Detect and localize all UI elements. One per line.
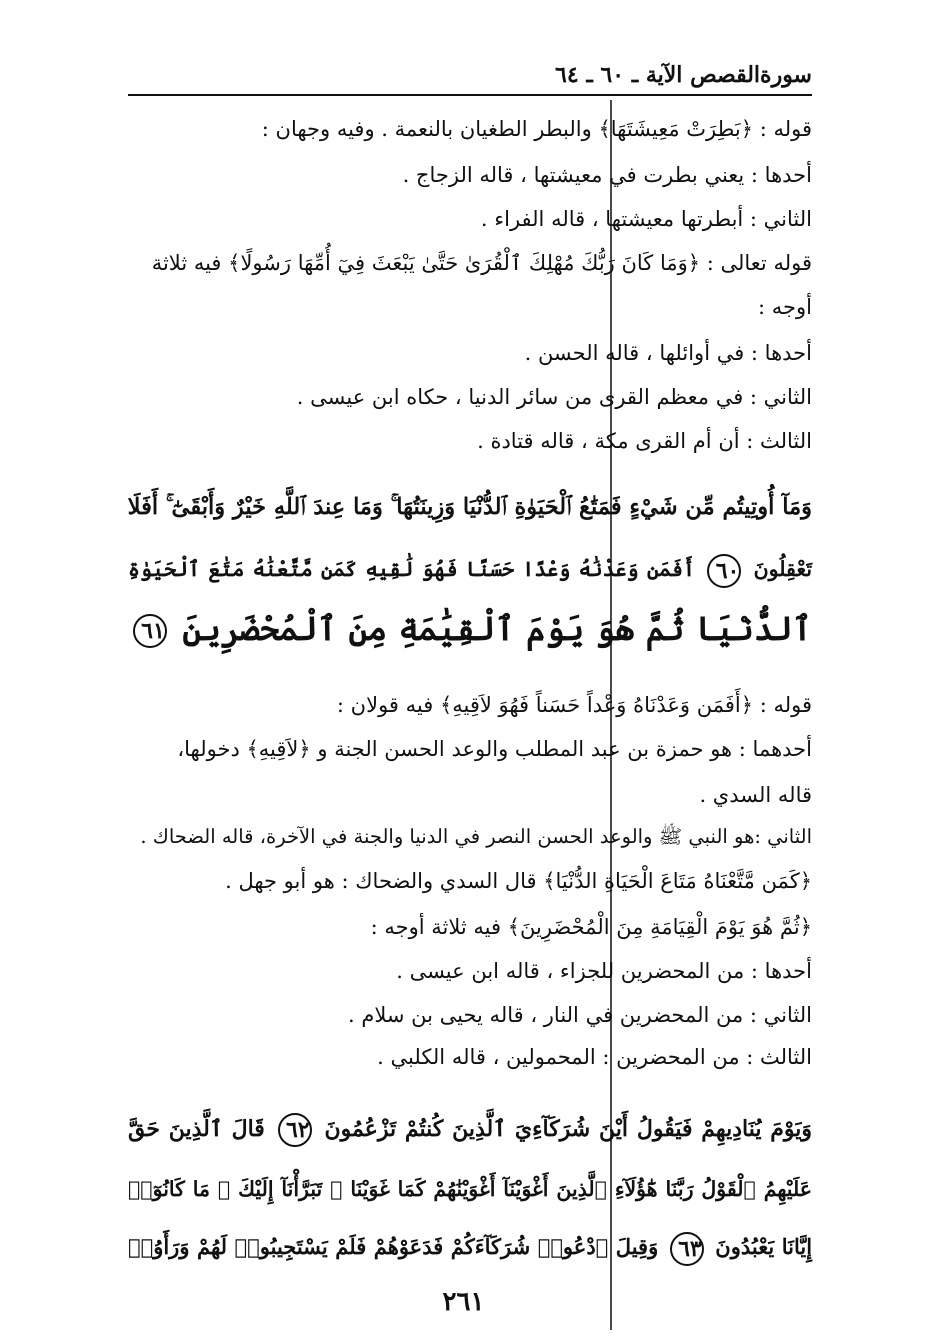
commentary-line: قوله : ﴿بَطِرَتْ مَعِيشَتَهَا﴾ والبطر الطغيان بالنعمة . وفيه وجهان : bbox=[261, 117, 812, 141]
quran-verse-line bbox=[128, 1106, 812, 1152]
commentary-line: أحدها : من المحضرين للجزاء ، قاله ابن عيسى . bbox=[396, 959, 812, 983]
quran-text: تَعْقِلُونَ bbox=[753, 557, 813, 581]
ayah-number-marker: ٦٠ bbox=[707, 554, 741, 588]
ayah-number-marker: ٦٢ bbox=[278, 1113, 312, 1147]
ayah-number-marker: ٦١ bbox=[133, 614, 167, 648]
quran-text: وَقِيلَ ٱدْعُوا۟ شُرَكَآءَكُمْ فَدَعَوْهُمْ فَلَمْ يَسْتَجِيبُوا۟ لَهُمْ وَرَأَوُا۟ bbox=[128, 1234, 659, 1259]
commentary-line: الثاني : من المحضرين في النار ، قاله يحيى بن سلام . bbox=[347, 1003, 812, 1027]
commentary-line: الثالث : من المحضرين : المحمولين ، قاله الكلبي . bbox=[377, 1045, 812, 1069]
commentary-line: أحدها : يعني بطرت في معيشتها ، قاله الزجاج . bbox=[402, 163, 812, 187]
commentary-line: قوله تعالى : ﴿وَمَا كَانَ رَبُّكَ مُهْلِكَ ٱلْقُرَىٰ حَتَّىٰ يَبْعَثَ فِيٓ أُمِّهَا رَسُولًا﴾ فيه ثلاثة bbox=[151, 251, 812, 275]
quran-text: وَمَآ أُوتِيتُم مِّن شَيْءٍ فَمَتَٰعُ ٱلْحَيَوٰةِ ٱلدُّنْيَا وَزِينَتُهَا ۚ وَمَا عِندَ ٱللَّهِ خَيْرٌ وَأَبْقَىٰٓ ۚ أَفَلَا bbox=[127, 494, 812, 520]
commentary-line: الثالث : أن أم القرى مكة ، قاله قتادة . bbox=[477, 429, 812, 453]
quran-verse-line bbox=[128, 1224, 812, 1270]
running-header bbox=[128, 62, 812, 96]
ayah-number-marker: ٦٣ bbox=[670, 1232, 704, 1266]
quran-verse-line bbox=[128, 1166, 812, 1212]
commentary-line: ﴿ثُمَّ هُوَ يَوْمَ الْقِيَامَةِ مِنَ الْمُحْضَرِينَ﴾ فيه ثلاثة أوجه : bbox=[370, 915, 812, 939]
quran-text: عَلَيْهِمُ ٱلْقَوْلُ رَبَّنَا هَٰٓؤُلَآءِ ٱلَّذِينَ أَغْوَيْنَآ أَغْوَيْنَٰهُمْ كَمَا غَوَيْنَا ۖ تَبَرَّأْنَآ إِلَيْكَ ۖ مَا كَانُوٓا۟ bbox=[128, 1177, 812, 1201]
page-number: ٢٦١ bbox=[442, 1287, 485, 1317]
commentary-line: الثاني : في معظم القرى من سائر الدنيا ، حكاه ابن عيسى . bbox=[296, 385, 812, 409]
quran-text: أَفَمَن وَعَدْنَٰهُ وَعْدًا حَسَنًا فَهُوَ لَٰقِيهِ كَمَن مَّتَّعْنَٰهُ مَتَٰعَ ٱلْحَيَوٰةِ bbox=[128, 557, 696, 581]
quran-text: وَيَوْمَ يُنَادِيهِمْ فَيَقُولُ أَيْنَ شُرَكَآءِيَ ٱلَّذِينَ كُنتُمْ تَزْعُمُونَ bbox=[324, 1116, 813, 1142]
commentary-line: الثاني : أبطرتها معيشتها ، قاله الفراء . bbox=[480, 207, 812, 231]
commentary-line: قوله : ﴿أَفَمَن وَعَدْنَاهُ وَعْداً حَسَناً فَهُوَ لاَقِيهِ﴾ فيه قولان : bbox=[336, 693, 812, 717]
commentary-line: أحدها : في أوائلها ، قاله الحسن . bbox=[524, 341, 812, 365]
commentary-line: ﴿كَمَن مَّتَّعْنَاهُ مَتَاعَ الْحَيَاةِ الدُّنْيَا﴾ قال السدي والضحاك : هو أبو جهل . bbox=[225, 869, 812, 893]
commentary-line: الثاني :هو النبي ﷺ والوعد الحسن النصر في الدنيا والجنة في الآخرة، قاله الضحاك . bbox=[140, 825, 812, 848]
quran-text: إِيَّانَا يَعْبُدُونَ bbox=[715, 1234, 813, 1259]
quran-verse-line bbox=[128, 546, 812, 592]
commentary-line: أحدهما : هو حمزة بن عبد المطلب والوعد الحسن الجنة و ﴿لاَقِيهِ﴾ دخولها، bbox=[177, 737, 812, 761]
quran-text: قَالَ ٱلَّذِينَ حَقَّ bbox=[128, 1116, 265, 1142]
header-title: سورةالقصص الآية ـ ٦٠ ـ ٦٤ bbox=[555, 62, 812, 88]
commentary-line: أوجه : bbox=[758, 295, 812, 319]
quran-verse-line bbox=[128, 606, 812, 652]
commentary-line: قاله السدي . bbox=[699, 783, 812, 807]
quran-text: ٱلدُّنْيَا ثُمَّ هُوَ يَوْمَ ٱلْقِيَٰمَةِ مِنَ ٱلْمُحْضَرِينَ bbox=[182, 609, 812, 648]
quran-verse-line bbox=[128, 484, 812, 530]
